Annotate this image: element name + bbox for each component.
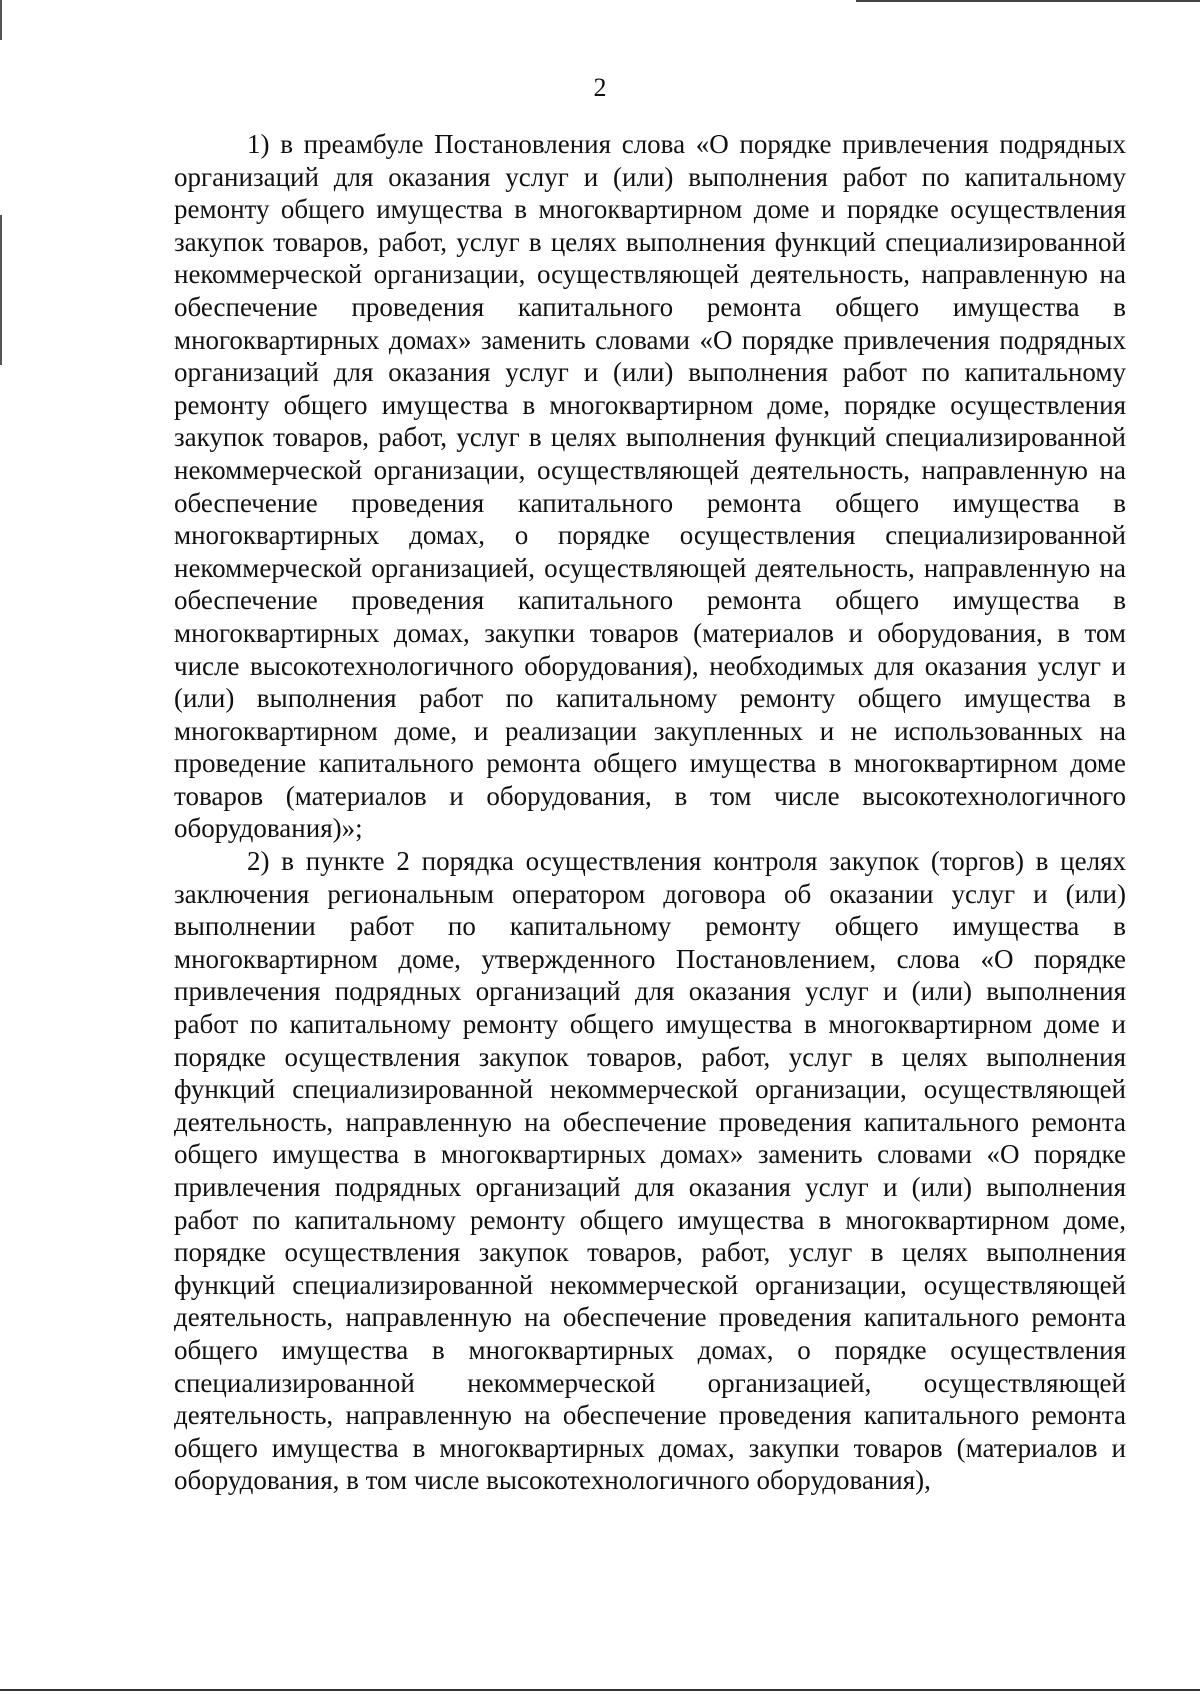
document-body bbox=[174, 128, 1126, 1497]
scan-edge-bottom bbox=[0, 1689, 1200, 1691]
paragraph-1: 1) в преамбуле Постановления слова «О порядке привлечения подрядных организаций для оказания услуг и (или) выполнения работ по капитальному ремонту общего имущества в многоквартирном доме и порядке осуществления закупок товаров, работ, услуг в целях выполнения функций специализированной некоммерческой организации, осуществляющей деятельность, направленную на обеспечение проведения капитального ремонта общего имущества в многоквартирных домах» заменить словами «О порядке привлечения подрядных организаций для оказания услуг и (или) выполнения работ по капитальному ремонту общего имущества в многоквартирном доме, порядке осуществления закупок товаров, работ, услуг в целях выполнения функций специализированной некоммерческой организации, осуществляющей деятельность, направленную на обеспечение проведения капитального ремонта общего имущества в многоквартирных домах, о порядке осуществления специализированной некоммерческой организацией, осуществляющей деятельность, направленную на обеспечение проведения капитального ремонта общего имущества в многоквартирных домах, закупки товаров (материалов и оборудования, в том числе высокотехнологичного оборудования), необходимых для оказания услуг и (или) выполнения работ по капитальному ремонту общего имущества в многоквартирном доме, и реализации закупленных и не использованных на проведение капитального ремонта общего имущества в многоквартирном доме товаров (материалов и оборудования, в том числе высокотехнологичного оборудования)»; bbox=[174, 129, 1126, 844]
paragraph-2: 2) в пункте 2 порядка осуществления контроля закупок (торгов) в целях заключения региональным оператором договора об оказании услуг и (или) выполнении работ по капитальному ремонту общего имущества в многоквартирном доме, утвержденного Постановлением, слова «О порядке привлечения подрядных организаций для оказания услуг и (или) выполнения работ по капитальному ремонту общего имущества в многоквартирном доме и порядке осуществления закупок товаров, работ, услуг в целях выполнения функций специализированной некоммерческой организации, осуществляющей деятельность, направленную на обеспечение проведения капитального ремонта общего имущества в многоквартирных домах» заменить словами «О порядке привлечения подрядных организаций для оказания услуг и (или) выполнения работ по капитальному ремонту общего имущества в многоквартирном доме, порядке осуществления закупок товаров, работ, услуг в целях выполнения функций специализированной некоммерческой организации, осуществляющей деятельность, направленную на обеспечение проведения капитального ремонта общего имущества в многоквартирных домах, о порядке осуществления специализированной некоммерческой организацией, осуществляющей деятельность, направленную на обеспечение проведения капитального ремонта общего имущества в многоквартирных домах, закупки товаров (материалов и оборудования, в том числе высокотехнологичного оборудования), bbox=[174, 846, 1126, 1496]
scan-edge-left-middle bbox=[0, 215, 2, 365]
page-number: 2 bbox=[593, 73, 607, 102]
scan-edge-left-upper bbox=[0, 0, 2, 40]
scan-edge-top bbox=[856, 0, 1200, 2]
